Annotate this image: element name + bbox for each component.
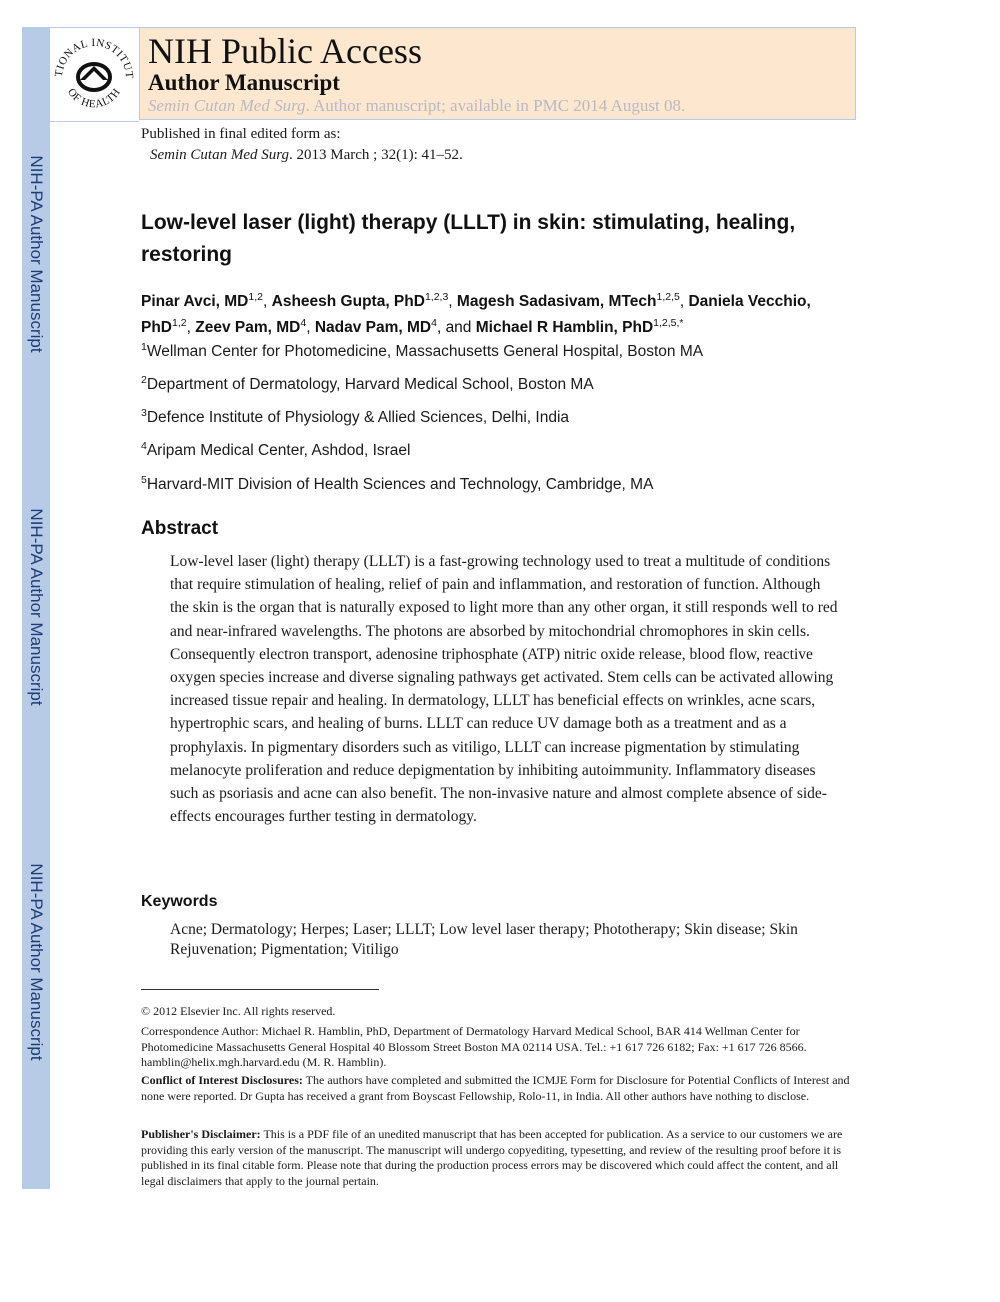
copyright-note: © 2012 Elsevier Inc. All rights reserved. [141, 1004, 336, 1018]
footnote-divider [141, 989, 379, 990]
availability-text: . Author manuscript; available in PMC 2014 August 08. [305, 96, 686, 115]
affiliation: $^3$Defence Institute of Physiology & Allied Sciences, Delhi, India [141, 406, 570, 426]
affiliation: $^1$Wellman Center for Photomedicine, Massachusetts General Hospital, Boston MA [141, 340, 704, 360]
author: Asheesh Gupta, PhD$^{1,2,3}$, [271, 290, 457, 310]
journal-name: Semin Cutan Med Surg [148, 96, 306, 115]
author: Zeev Pam, $MD^4$, [195, 316, 315, 336]
svg-text:OF HEALTH: OF HEALTH [64, 86, 124, 111]
nih-seal-icon [50, 28, 139, 121]
citation-journal: Semin Cutan Med Surg [150, 147, 290, 163]
affiliation: $^5$Harvard-MIT Division of Health Sciences and Technology, Cambridge, MA [141, 473, 654, 493]
availability-line [148, 96, 685, 116]
sidebar-label: NIH-PA Author Manuscript [27, 155, 46, 353]
citation-detail: . 2013 March ; 32(1): 41–52. [289, 147, 463, 163]
author: Pinar Avci, MD$^{1,2}$, [141, 290, 272, 310]
abstract-heading: Abstract [141, 518, 219, 539]
conflict-label: Conflict of Interest Disclosures: [141, 1073, 303, 1087]
author: Nadav Pam, $MD^4$, and [314, 316, 476, 336]
header-title: NIH Public Access [148, 31, 422, 71]
disclaimer-label: Publisher's Disclaimer: [141, 1127, 261, 1141]
author: Magesh Sadasivam, MTech$^{1,2,5}$, [456, 290, 689, 310]
keywords-text: Acne; Dermatology; Herpes; Laser; LLLT; Low level laser therapy; Phototherapy; Skin disease; Skin Rejuvenation; Pigmentation; Vitiligo [170, 921, 798, 958]
published-citation [141, 145, 463, 166]
disclaimer-note [141, 1127, 856, 1189]
keywords-heading: Keywords [141, 893, 218, 910]
nih-logo [50, 27, 139, 122]
svg-text:NATIONAL INSTITUTES: TIONAL INSTITUT [52, 36, 136, 80]
correspondence-note: Correspondence Author: Michael R. Hamblin, PhD, Department of Dermatology Harvard Medical School, BAR 414 Wellman Center for Photomedicine Massachusetts General Hospital 40 Blossom Street Boston MA 02114 USA. Tel.: +1 617 726 6182; Fax: +1 617 726 8566. hamblin@helix.mgh.harvard.edu (M. R. Hamblin). [141, 1024, 807, 1069]
abstract-text: Low-level laser (light) therapy (LLLT) is a fast-growing technology used to treat a multitude of conditions that require stimulation of healing, relief of pain and inflammation, and restoration of function. Although the skin is the organ that is naturally exposed to light more than any other organ, it still responds well to red and near-infrared wavelengths. The photons are absorbed by mitochondrial chromophores in skin cells. Consequently electron transport, adenosine triphosphate (ATP) nitric oxide release, blood flow, reactive oxygen species increase and diverse signaling pathways get activated. Stem cells can be activated allowing increased tissue repair and healing. In dermatology, LLLT has beneficial effects on wrinkles, acne scars, hypertrophic scars, and healing of burns. LLLT can reduce UV damage both as a treatment and as a prophylaxis. In pigmentary disorders such as vitiligo, LLLT can increase pigmentation by stimulating melanocyte proliferation and reduce depigmentation by inhibiting autoimmunity. Inflammatory diseases such as psoriasis and acne can also benefit. The non-invasive nature and almost complete absence of side-effects encourages further testing in dermatology. [170, 553, 838, 826]
published-label: Published in final edited form as: [141, 126, 341, 142]
disclaimer-text: This is a PDF file of an unedited manuscript that has been accepted for publication. As a service to our customers we are providing this early version of the manuscript. The manuscript will undergo copyediting, typesetting, and review of the resulting proof before it is published in its final citable form. Please note that during the production process errors may be discovered which could affect the content, and all legal disclaimers that apply to the journal pertain. [141, 1127, 843, 1188]
affiliation: $^2$Department of Dermatology, Harvard Medical School, Boston MA [141, 373, 594, 393]
header-banner [139, 27, 856, 120]
conflict-text: The authors have completed and submitted the ICMJE Form for Disclosure for Potential Conflicts of Interest and none were reported. Dr Gupta has received a grant from Boyscast Fellowship, Rolo-11, in India. All other authors have nothing to disclose. [141, 1073, 850, 1103]
published-info [141, 124, 463, 166]
header-subtitle: Author Manuscript [148, 70, 340, 95]
sidebar-label: NIH-PA Author Manuscript [27, 508, 46, 706]
affiliation: $^4$Aripam Medical Center, Ashdod, Israel [141, 439, 411, 459]
author: Michael R Hamblin, PhD$^{1,2,5,*}$ [475, 316, 684, 336]
paper-title: Low-level laser (light) therapy (LLLT) in skin: stimulating, healing, restoring [141, 211, 796, 266]
conflict-note [141, 1073, 856, 1104]
author: Daniela Vecchio, PhD$^{1,2}$, [141, 293, 811, 336]
author-list [141, 289, 841, 341]
sidebar-label: NIH-PA Author Manuscript [27, 863, 46, 1061]
